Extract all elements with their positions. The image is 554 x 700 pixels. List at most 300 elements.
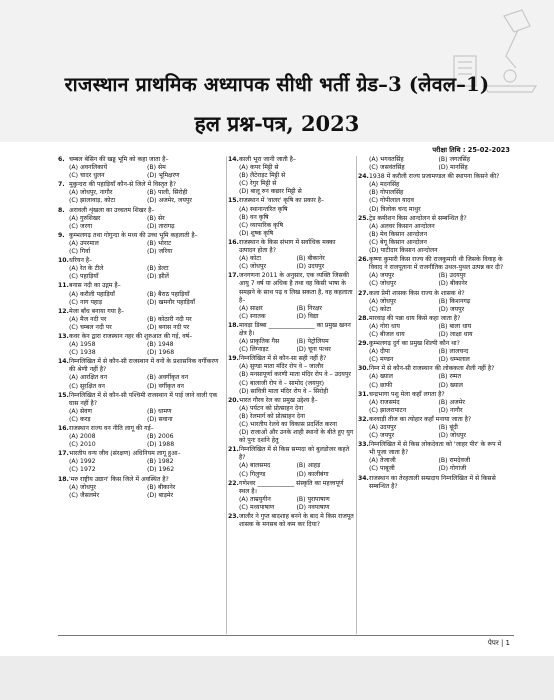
question-text-row xyxy=(58,333,225,341)
answer-option: (B) लालचन्द xyxy=(438,348,469,356)
answer-option: (D) बनास नदी पर xyxy=(147,323,190,331)
question-text-row xyxy=(58,156,225,164)
question-text-row xyxy=(358,365,508,373)
question-text-row xyxy=(358,256,508,272)
answer-option: (D) जरिया xyxy=(147,248,173,256)
question-item xyxy=(58,476,225,500)
question-number: 14. xyxy=(228,156,239,163)
question-item xyxy=(358,416,508,440)
answer-option: (D) बाड़मेर xyxy=(147,491,174,499)
question-item xyxy=(58,308,225,332)
answer-option: (A) 1992 xyxy=(69,458,96,466)
question-text-row xyxy=(228,480,354,496)
answer-option: (B) उदयपुर xyxy=(438,272,466,280)
answer-option: (B) गोपालसिंह xyxy=(369,189,404,197)
answer-option: (D) कालीबंगा xyxy=(296,470,329,478)
answer-option: (A) उदयपुर xyxy=(369,424,397,431)
question-item xyxy=(228,355,354,395)
answer-option: (C) पाबूजी xyxy=(369,465,395,473)
question-number: 31. xyxy=(358,390,369,398)
question-item xyxy=(358,215,508,255)
answer-option: (A) साक्षर xyxy=(239,304,263,312)
answer-option: (B) रेलमार्ग को प्रोत्साहन देना xyxy=(239,412,306,420)
question-text: करवाड़ी तीज का त्योहार कहाँ मनाया जाता है? xyxy=(369,415,472,423)
answer-option: (C) जोधपुर xyxy=(369,280,396,288)
answer-option: (D) सवाना xyxy=(147,415,173,423)
question-text-row xyxy=(358,215,508,223)
answer-option: (C) जरगा xyxy=(69,222,93,230)
options-grid xyxy=(358,399,508,415)
answer-option: (A) भगवतसिंह xyxy=(369,156,404,163)
answer-option: (B) जगतसिंह xyxy=(438,156,470,163)
question-item xyxy=(358,290,508,314)
answer-option: (D) पाटीदार किसान आन्दोलन xyxy=(369,247,438,255)
answer-option: (B) बूंदी xyxy=(438,424,458,431)
answer-option: (A) मैज नदी पर xyxy=(69,315,107,323)
question-number: 11. xyxy=(58,282,69,290)
question-item xyxy=(358,441,508,473)
answer-option: (A) अलवर किसान आन्दोलन xyxy=(369,222,435,230)
answer-option: (D) धम्भलाल xyxy=(438,356,470,364)
options-grid xyxy=(228,405,354,445)
question-text: कुम्भलगढ़ तथा गोगुन्दा के मध्य की उच्च भूमि कहलाती है– xyxy=(69,231,198,239)
question-text-row xyxy=(358,340,508,348)
question-item xyxy=(228,513,354,529)
question-text-row xyxy=(58,232,225,240)
answer-option: (B) बैराठ पहाड़ियाँ xyxy=(147,290,190,298)
answer-option: (B) मेव किसान आन्दोलन xyxy=(369,230,427,238)
options-grid xyxy=(58,341,225,357)
question-text: कृष्णा कुमारी किस राज्य की राजकुमारी थी जिसके विवाह के विवाद ने राजपूताना में राजनीतिक उथल-पुथल उत्पन्न कर दी? xyxy=(369,256,504,272)
answer-option: (D) त्रिलोक चन्द माथुर xyxy=(369,205,421,213)
question-text-row xyxy=(358,416,508,424)
question-number: 8. xyxy=(58,206,65,214)
question-text-row xyxy=(228,513,354,529)
question-text: काली भूरा जानी जाती है– xyxy=(239,156,297,163)
footer-page: 1 xyxy=(505,639,510,647)
answer-option: (B) भोराट xyxy=(147,239,172,247)
options-grid xyxy=(228,363,354,395)
question-item xyxy=(58,425,225,449)
answer-option: (B) बीकानेर xyxy=(147,483,176,491)
answer-option: (C) झालावाड़, कोटा xyxy=(69,197,116,205)
answer-option: (B) 1982 xyxy=(147,458,174,466)
question-text-row xyxy=(58,207,225,215)
question-item xyxy=(58,156,225,180)
answer-option: (B) मनसापूर्णा करणी माता मंदिर रोप वे – उदयपुर xyxy=(239,371,351,379)
question-text: निम्नलिखित में से कौन-सी पश्चिमी राजस्थान में पाई जाने वाली एक घास नहीं है? xyxy=(69,391,218,407)
question-text-row xyxy=(58,358,225,374)
options-grid xyxy=(358,348,508,364)
answer-option: (A) आरक्षित वन xyxy=(69,374,107,382)
answer-option: (B) सेम xyxy=(147,164,166,172)
question-text: जालौर ने गुप्त बादशाह बनने के बाद मे किस राजपूत शासक के मनसब को कम कर दिया? xyxy=(239,513,354,529)
question-item xyxy=(358,475,508,491)
answer-option: (B) निरक्षर xyxy=(296,304,322,312)
answer-option: (C) 2010 xyxy=(69,441,96,449)
answer-option: (A) करौली पहाड़ियाँ xyxy=(69,290,115,298)
question-item xyxy=(228,480,354,512)
question-number: 18. xyxy=(58,475,69,483)
footer-separator: | xyxy=(500,639,506,647)
answer-option: (B) लैटेराइट मिट्टी से xyxy=(239,172,286,180)
question-item xyxy=(228,397,354,446)
answer-option: (D) नवपाषाण xyxy=(296,503,330,511)
answer-option: (B) डेल्टा xyxy=(147,265,169,273)
question-item xyxy=(58,207,225,231)
question-item xyxy=(58,358,225,390)
question-item xyxy=(58,282,225,306)
question-text: कवर केन द्वारा राजस्थान नहर की शुरुआत की गई, वर्ष– xyxy=(69,332,193,340)
question-item xyxy=(58,232,225,256)
question-text-row xyxy=(228,197,354,205)
options-grid xyxy=(228,206,354,238)
options-grid xyxy=(58,215,225,231)
answer-option: (D) 1988 xyxy=(147,441,175,449)
answer-option: (A) सुण्डा माता मंदिर रोप वे – जालौर xyxy=(239,363,324,371)
answer-option: (C) करड़ xyxy=(69,415,91,423)
question-number: 29. xyxy=(358,340,369,348)
question-number: 21. xyxy=(228,446,239,454)
question-number: 32. xyxy=(358,415,369,423)
question-number: 23. xyxy=(228,513,239,521)
question-item xyxy=(228,197,354,237)
question-text: चन्द्रभागा पशु मेला कहाँ लगता है? xyxy=(369,390,445,398)
options-grid xyxy=(58,374,225,390)
answer-option: (C) छाफी xyxy=(369,381,393,389)
options-grid xyxy=(228,496,354,512)
answer-option: (A) 1958 xyxy=(69,341,96,349)
answer-option: (D) उदयपुर xyxy=(296,263,325,271)
answer-option: (D) 1968 xyxy=(147,349,175,357)
answer-option: (B) किशनगढ़ xyxy=(438,297,471,305)
options-grid xyxy=(58,408,225,424)
question-column-2 xyxy=(228,156,354,530)
question-number: 16. xyxy=(58,425,69,432)
question-text: राजस्थान का तेरहताली सम्प्रदाय निम्नलिखित में से किससे सम्बन्धित है? xyxy=(369,474,496,490)
answer-option: (B) पेट्रोलियम xyxy=(296,338,329,346)
answer-option: (D) तारागढ़ xyxy=(147,222,175,230)
answer-option: (C) रेगुर मिट्टी से xyxy=(239,180,277,188)
question-text-row xyxy=(58,257,225,265)
question-text: 1938 में करौली राज्य प्रजामण्डल की स्थापना किसने की? xyxy=(369,173,500,181)
question-text: कुम्भलगढ़ दुर्ग का प्रमुख शिल्पी कौन था? xyxy=(369,340,460,348)
question-number: 12. xyxy=(58,307,69,315)
answer-option: (A) कपर मिट्टी से xyxy=(239,164,279,172)
question-text-row xyxy=(358,441,508,457)
answer-option: (C) बीजल धाय xyxy=(369,330,405,338)
question-number: 26. xyxy=(358,256,369,264)
answer-option: (D) झीलें xyxy=(147,273,169,281)
question-text: ट्रेड कमीशन किस आन्दोलन से सम्बन्धित है? xyxy=(369,214,467,222)
options-grid xyxy=(358,424,508,440)
question-number: 17. xyxy=(228,272,239,280)
answer-option: (C) झालरापाटन xyxy=(369,406,407,414)
options-grid xyxy=(228,338,354,354)
page-subtitle: हल प्रश्न-पत्र, 2023 xyxy=(194,111,360,136)
answer-option: (D) लाक्षा धाय xyxy=(438,330,473,338)
answer-option: (D) बालू रुन कछार मिट्टी से xyxy=(239,188,302,196)
answer-option: (A) प्राकृतिक गैस xyxy=(239,338,280,346)
answer-option: (A) दीपा xyxy=(369,348,390,356)
answer-option: (B) 2006 xyxy=(147,433,174,441)
options-grid xyxy=(358,323,508,339)
answer-option: (A) सेवण xyxy=(69,407,92,415)
question-item xyxy=(228,156,354,196)
answer-option: (B) धामण xyxy=(147,407,172,415)
answer-option: (C) जसवंतसिंह xyxy=(369,164,405,172)
answer-option: (C) बेगू किसान आन्दोलन xyxy=(369,238,427,246)
footer-label: पेपर xyxy=(487,639,499,647)
question-text: निम्न में से कौन-सी राजस्थान की लोककला शैली नहीं है? xyxy=(369,365,495,373)
answer-option: (C) गिलुण्ड xyxy=(239,470,266,478)
options-grid xyxy=(358,223,508,255)
question-text: राजस्थान राज्य वन नीति लागू की गई– xyxy=(69,425,154,432)
question-number: 20. xyxy=(228,396,239,404)
answer-option: (A) स्थानान्तरित कृषि xyxy=(239,205,288,213)
question-text-row xyxy=(58,392,225,408)
question-text: कला प्रेमी शासक किस राज्य के शासक थे? xyxy=(369,289,465,297)
question-text-row xyxy=(228,239,354,255)
answer-option: (A) अवनलिकायें xyxy=(69,164,108,172)
options-grid xyxy=(358,156,508,172)
answer-option: (D) नागौर xyxy=(438,406,463,414)
answer-option: (C) कोटा xyxy=(369,305,392,313)
bottom-margin xyxy=(0,656,554,700)
question-item xyxy=(58,257,225,281)
options-grid xyxy=(358,181,508,213)
question-text-row xyxy=(358,391,508,399)
answer-option: (C) व्यापारिक कृषि xyxy=(239,221,283,229)
question-text-row xyxy=(58,450,225,458)
page-footer xyxy=(0,634,554,656)
answer-option: (A) ख्याल xyxy=(369,373,393,381)
options-grid xyxy=(358,272,508,288)
answer-option: (D) शुष्क कृषि xyxy=(239,229,274,237)
question-number: 7. xyxy=(58,181,65,189)
question-item xyxy=(58,181,225,205)
answer-option: (C) चादर धुलन xyxy=(69,172,105,180)
question-number: 18. xyxy=(228,321,239,329)
answer-option: (C) पहाड़ियाँ xyxy=(69,273,99,281)
answer-option: (B) बीकानेर xyxy=(296,255,325,263)
answer-option: (D) ख्याल xyxy=(438,381,463,389)
options-grid xyxy=(228,462,354,478)
question-text-row xyxy=(358,315,508,323)
answer-option: (C) 1972 xyxy=(69,466,96,474)
question-text: भारतीय वन्य जीव (संरक्षण) अधिनियम लागू हुआ– xyxy=(69,450,181,458)
answer-option: (D) विद्या xyxy=(296,312,319,320)
question-text: चम्बल बेसिन की खड्ड भूमि को कहा जाता है– xyxy=(69,156,169,163)
options-grid xyxy=(228,255,354,271)
options-grid xyxy=(58,189,225,205)
header-banner xyxy=(0,0,554,142)
answer-option: (D) वर्गीकृत वन xyxy=(147,382,184,390)
answer-option: (A) रेत के टीले xyxy=(69,265,104,273)
question-text: धरियन है– xyxy=(69,257,93,265)
question-number: 6. xyxy=(58,156,65,163)
question-text-row xyxy=(228,272,354,304)
answer-option: (C) गोपीलाल यादव xyxy=(369,197,414,205)
answer-option: (B) रामदेवजी xyxy=(438,457,471,465)
question-text: भारत गौरव रेल का प्रमुख उद्देश्य है– xyxy=(239,396,318,404)
question-text-row xyxy=(58,308,225,316)
options-grid xyxy=(228,164,354,196)
answer-option: (C) 1938 xyxy=(69,349,96,357)
column-divider xyxy=(356,156,357,634)
question-text: निम्नलिखित में से कौन-सी राजस्थान में वनों के प्रशासनिक वर्गीकरण की श्रेणी नहीं है? xyxy=(69,358,219,374)
answer-option: (A) तेजाजी xyxy=(369,457,396,465)
answer-option: (C) बालाजी रोप वे – सामोद (जयपुर) xyxy=(239,379,325,387)
answer-option: (A) जयपुर xyxy=(369,272,395,280)
answer-option: (C) जोधपुर xyxy=(239,263,266,271)
answer-option: (D) 1962 xyxy=(147,466,175,474)
question-number: 14. xyxy=(58,358,69,366)
question-text: जनगणना 2011 के अनुसार, एक व्यक्ति जिसकी आयु 7 वर्ष या अधिक है तथा वह किसी भाषा के समझने के साथ पढ़ व लिख सकता है, वह कहलाता है– xyxy=(239,272,353,304)
answer-option: (A) जोधपुर, नागौर xyxy=(69,189,113,197)
answer-option: (A) 2008 xyxy=(69,433,96,441)
answer-option: (B) वन कृषि xyxy=(239,213,269,221)
answer-option: (C) सुरक्षित वन xyxy=(69,382,105,390)
page-title: राजस्थान प्राथमिक अध्यापक सीधी भर्ती ग्रेड–3 (लेवल–1) xyxy=(64,73,490,96)
question-number: 15. xyxy=(228,197,239,205)
answer-option: (D) अजमेर, जयपुर xyxy=(147,197,192,205)
question-item xyxy=(58,333,225,357)
question-item xyxy=(228,322,354,354)
question-number: 25. xyxy=(358,214,369,222)
answer-option: (D) चूना पत्थर xyxy=(296,346,331,354)
answer-option: (D) जोधपुर xyxy=(438,432,466,440)
question-number: 34. xyxy=(358,474,369,482)
question-item xyxy=(58,450,225,474)
options-grid xyxy=(58,291,225,307)
question-number: 16. xyxy=(228,238,239,246)
question-item xyxy=(358,315,508,339)
question-text: बनास नदी का उद्गम है– xyxy=(69,282,121,290)
question-text: मुकुन्दरा की पहाड़ियाँ कौन-से जिले में विस्तृत है? xyxy=(69,181,176,189)
question-item xyxy=(228,446,354,478)
options-grid xyxy=(358,457,508,473)
question-item xyxy=(358,173,508,213)
answer-option: (A) गोरा धाय xyxy=(369,322,400,330)
answer-option: (A) पर्यटन को प्रोत्साहन देना xyxy=(239,404,304,412)
question-text-row xyxy=(228,156,354,164)
answer-option: (D) खमनौर पहाड़ियाँ xyxy=(147,298,195,306)
question-number: 28. xyxy=(358,314,369,322)
answer-option: (D) मानसिंह xyxy=(438,164,468,172)
answer-option: (A) कोटा xyxy=(239,255,261,263)
question-text: राजस्थान के किस संभाग में सर्वाधिक मक्का उत्पादन होता है? xyxy=(239,238,336,255)
question-number: 9. xyxy=(58,231,65,239)
question-number: 24. xyxy=(358,173,369,181)
question-item xyxy=(358,156,508,172)
question-text-row xyxy=(358,475,508,491)
answer-option: (A) उपरमाल xyxy=(69,239,99,247)
question-item xyxy=(358,256,508,288)
question-number: 30. xyxy=(358,365,369,373)
options-grid xyxy=(58,164,225,180)
answer-option: (A) राजसमंद xyxy=(369,398,400,406)
question-text: गणेश्वर ____________ संस्कृति का महत्त्वपूर्ण स्थल है। xyxy=(239,479,344,495)
question-text: राजस्थान में 'वालर' कृषि का प्रकार है– xyxy=(239,197,325,205)
question-item xyxy=(358,391,508,415)
answer-option: (C) चम्बल नदी पर xyxy=(69,323,112,331)
answer-option: (D) बीकानेर xyxy=(438,280,468,288)
exam-date: परीक्षा तिथि : 25-02-2023 xyxy=(432,146,510,154)
answer-option: (B) पुरापाषाण xyxy=(296,495,330,503)
answer-option: (C) जयपुर xyxy=(369,432,395,440)
question-text-row xyxy=(228,397,354,405)
question-number: 17. xyxy=(58,450,69,458)
answer-option: (B) सेर xyxy=(147,214,165,222)
options-grid xyxy=(58,316,225,332)
options-grid xyxy=(58,433,225,449)
answer-option: (A) जोधपुर xyxy=(369,297,396,305)
question-text-row xyxy=(228,446,354,462)
question-text-row xyxy=(228,322,354,338)
question-text-row xyxy=(58,425,225,433)
options-grid xyxy=(358,298,508,314)
answer-option: (D) सावित्री माता मंदिर रोप वे – सिरोही xyxy=(239,387,329,395)
answer-option: (B) आहड़ xyxy=(296,462,321,470)
page-number xyxy=(488,639,510,648)
question-column-1 xyxy=(58,156,225,501)
column-divider xyxy=(226,156,227,634)
options-grid xyxy=(58,484,225,500)
answer-option: (D) राजाओं और उनके शाही स्थानों के बीते हुए युग को पुनः दर्शाने हेतु xyxy=(239,429,354,445)
question-number: 10. xyxy=(58,257,69,265)
answer-option: (B) रम्मत xyxy=(438,373,461,381)
answer-option: (B) अवर्गीकृत वन xyxy=(147,374,189,382)
question-number: 15. xyxy=(58,391,69,399)
answer-option: (B) अजमेर xyxy=(438,398,465,406)
question-number: 13. xyxy=(58,332,69,340)
answer-option: (D) जयपुर xyxy=(438,305,465,313)
answer-option: (C) जैसलमेर xyxy=(69,491,100,499)
answer-option: (A) जोधपुर xyxy=(69,483,96,491)
question-number: 22. xyxy=(228,479,239,487)
question-text: निम्नलिखित में से किस सम्पदा को बुलडोजर कहते है? xyxy=(239,446,350,462)
answer-option: (C) मध्यपाषाण xyxy=(239,503,275,511)
question-text: मारवाड़ की पन्ना धाय किसे कहा जाता है? xyxy=(369,314,461,322)
question-number: 19. xyxy=(228,355,239,363)
question-item xyxy=(358,365,508,389)
question-text: निम्नलिखित में से किस लोकदेवता को 'जाहर पीर' के रूप में भी पूजा जाता है? xyxy=(369,441,502,457)
question-text: मावड़ा डिब्बा _______________ का प्रमुख खनन क्षेत्र है। xyxy=(239,321,351,337)
answer-option: (A) ताम्रयुगीन xyxy=(239,495,271,503)
answer-option: (C) गिर्वा xyxy=(69,248,91,256)
question-text: निम्नलिखित में से कौन-सा सही नहीं है? xyxy=(239,355,327,363)
answer-option: (B) पाली, सिरोही xyxy=(147,189,188,197)
answer-option: (A) गुरुशिखर xyxy=(69,214,101,222)
question-text: मेजा बाँध बनाया गया है– xyxy=(69,307,125,315)
question-item xyxy=(228,272,354,321)
answer-option: (C) भारतीय रेलवे का विकास प्रदर्शित करना xyxy=(239,421,337,428)
answer-option: (B) कोठारी नदी पर xyxy=(147,315,192,323)
options-grid xyxy=(58,265,225,281)
answer-option: (A) मदनसिंह xyxy=(369,181,400,189)
question-text-row xyxy=(58,476,225,484)
answer-option: (D) गोगाजी xyxy=(438,465,467,473)
answer-option: (C) नाग पहाड़ xyxy=(69,298,103,306)
options-grid xyxy=(58,458,225,474)
options-grid xyxy=(358,373,508,389)
question-item xyxy=(358,340,508,364)
question-text: 'मरु राष्ट्रीय उद्यान' किस जिले में अवस्थित है? xyxy=(69,475,169,483)
question-number: 33. xyxy=(358,441,369,449)
question-number: 27. xyxy=(358,289,369,297)
footer-rule xyxy=(58,635,514,636)
